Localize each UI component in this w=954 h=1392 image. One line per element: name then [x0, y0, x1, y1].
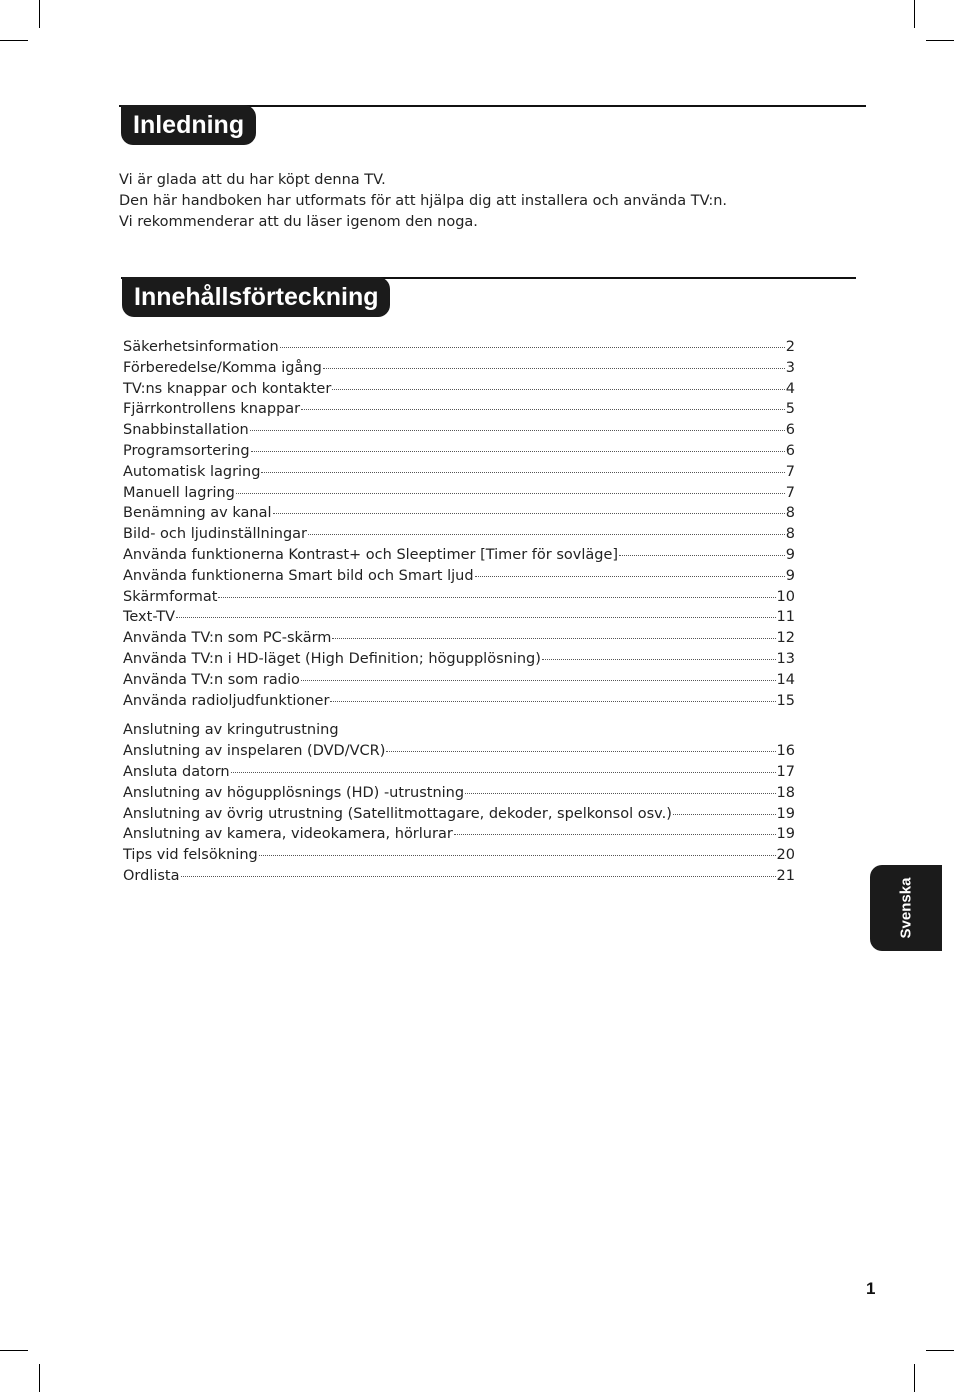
toc-entry-page: 13	[776, 650, 795, 667]
toc-leader-dots	[301, 680, 776, 681]
toc-leader-dots	[301, 409, 785, 410]
toc-leader-dots	[231, 772, 776, 773]
toc-entry-title: Använda TV:n som PC-skärm	[123, 630, 332, 647]
toc-entry-page: 9	[785, 567, 795, 584]
toc-entry	[123, 785, 795, 806]
toc-leader-dots	[250, 430, 785, 431]
toc-entry	[123, 651, 795, 672]
toc-entry-page: 6	[785, 422, 795, 439]
toc-entry-page: 3	[785, 359, 795, 376]
toc-entry-title: Anslutning av övrig utrustning (Satellitmottagare, dekoder, spelkonsol osv.)	[123, 805, 672, 822]
toc-entry	[123, 630, 795, 651]
toc-entry-title: Förberedelse/Komma igång	[123, 359, 322, 376]
toc-entry-page: 19	[776, 805, 795, 822]
toc-leader-dots	[323, 368, 785, 369]
toc-entry	[123, 422, 795, 443]
toc-leader-dots	[465, 793, 775, 794]
toc-leader-dots	[475, 576, 785, 577]
toc-entry-page: 18	[776, 784, 795, 801]
toc-entry	[123, 401, 795, 422]
toc-leader-dots	[673, 814, 776, 815]
toc-leader-dots	[259, 855, 776, 856]
intro-heading-row	[119, 105, 866, 147]
crop-mark	[39, 1364, 40, 1392]
toc-leader-dots	[386, 751, 775, 752]
toc-leader-dots	[261, 472, 784, 473]
crop-mark	[914, 1364, 915, 1392]
toc-entry-page: 7	[785, 484, 795, 501]
toc-leader-dots	[176, 617, 776, 618]
toc-entry	[123, 547, 795, 568]
toc-entry-page: 21	[776, 867, 795, 884]
toc-entry	[123, 568, 795, 589]
toc-heading-row	[121, 277, 856, 319]
language-tab-label: Svenska	[897, 877, 915, 939]
toc-entry	[123, 672, 795, 693]
toc-entry	[123, 360, 795, 381]
page-number: 1	[866, 1279, 876, 1298]
toc-leader-dots	[619, 555, 785, 556]
toc-entry-page: 15	[776, 692, 795, 709]
toc-entry	[123, 609, 795, 630]
intro-text	[119, 170, 727, 233]
toc-entry-title: Använda TV:n som radio	[123, 671, 300, 688]
toc-entry	[123, 743, 795, 764]
toc-entry	[123, 847, 795, 868]
toc-entry	[123, 485, 795, 506]
toc-leader-dots	[280, 347, 785, 348]
toc-entry	[123, 464, 795, 485]
toc-entry-title: Säkerhetsinformation	[123, 339, 279, 355]
toc-entry-page: 12	[776, 630, 795, 647]
toc-entry-page: 11	[776, 609, 795, 626]
toc-entry-title: Anslutning av inspelaren (DVD/VCR)	[123, 743, 386, 760]
toc-entry	[123, 589, 795, 610]
toc-entry	[123, 526, 795, 547]
toc-entry-title: Automatisk lagring	[123, 463, 261, 480]
toc-leader-dots	[454, 834, 776, 835]
toc-entry-title: Använda TV:n i HD-läget (High Definition; högupplösning)	[123, 650, 541, 667]
toc-entry-title: Anslutning av kamera, videokamera, hörlurar	[123, 826, 453, 843]
toc-entry-page: 5	[785, 401, 795, 418]
toc-entry-page: 6	[785, 442, 795, 459]
toc-leader-dots	[308, 534, 785, 535]
toc-entry	[123, 826, 795, 847]
intro-heading: Inledning	[121, 105, 256, 145]
toc-entry-title: Programsortering	[123, 442, 250, 459]
toc-entry-title: TV:ns knappar och kontakter	[123, 380, 332, 397]
toc-entry-page: 7	[785, 463, 795, 480]
intro-line: Vi rekommenderar att du läser igenom den noga.	[119, 214, 478, 230]
toc-entry	[123, 693, 795, 714]
table-of-contents	[123, 339, 795, 889]
intro-line: Vi är glada att du har köpt denna TV.	[119, 172, 386, 188]
toc-entry	[123, 868, 795, 889]
toc-section-gap	[123, 713, 795, 722]
toc-entry-title: Använda funktionerna Kontrast+ och Sleeptimer [Timer för sovläge]	[123, 546, 619, 563]
crop-mark	[914, 0, 915, 28]
toc-entry-title: Anslutning av högupplösnings (HD) -utrustning	[123, 784, 465, 801]
toc-entry-title: Ordlista	[123, 867, 180, 884]
crop-mark	[39, 0, 40, 28]
toc-leader-dots	[251, 451, 785, 452]
crop-mark	[926, 40, 954, 41]
toc-entry	[123, 339, 795, 360]
toc-entry-title: Manuell lagring	[123, 484, 235, 501]
crop-mark	[926, 1350, 954, 1351]
toc-leader-dots	[542, 659, 776, 660]
toc-entry-page: 4	[785, 380, 795, 397]
toc-entry-title: Ansluta datorn	[123, 763, 230, 780]
toc-entry-page: 17	[776, 763, 795, 780]
toc-leader-dots	[218, 597, 775, 598]
language-tab	[870, 865, 942, 951]
toc-entry	[123, 381, 795, 402]
toc-entry-title: Bild- och ljudinställningar	[123, 526, 308, 543]
toc-leader-dots	[236, 493, 785, 494]
toc-entry-page: 10	[776, 588, 795, 605]
toc-section-title: Anslutning av kringutrustning	[123, 722, 339, 739]
toc-leader-dots	[181, 876, 776, 877]
toc-entry	[123, 806, 795, 827]
toc-entry-page: 8	[785, 526, 795, 543]
crop-mark	[0, 1350, 28, 1351]
toc-leader-dots	[332, 389, 784, 390]
toc-entry-title: Använda radioljudfunktioner	[123, 692, 330, 709]
toc-entry-title: Benämning av kanal	[123, 505, 272, 522]
toc-entry-page: 16	[776, 743, 795, 760]
toc-entry-page: 14	[776, 671, 795, 688]
toc-entry-title: Skärmformat	[123, 588, 218, 605]
toc-entry-page: 9	[785, 546, 795, 563]
intro-line: Den här handboken har utformats för att hjälpa dig att installera och använda TV:n.	[119, 193, 728, 209]
toc-entry-page: 20	[776, 847, 795, 864]
toc-heading: Innehållsförteckning	[122, 277, 390, 317]
toc-entry-title: Använda funktionerna Smart bild och Smart ljud	[123, 567, 474, 584]
toc-leader-dots	[332, 638, 775, 639]
toc-leader-dots	[273, 513, 785, 514]
toc-entry-title: Tips vid felsökning	[123, 847, 258, 864]
crop-mark	[0, 40, 28, 41]
toc-entry	[123, 443, 795, 464]
toc-entry	[123, 505, 795, 526]
toc-entry-title: Text-TV	[123, 609, 176, 626]
toc-entry	[123, 764, 795, 785]
toc-entry-page: 19	[776, 826, 795, 843]
toc-entry-page: 8	[785, 505, 795, 522]
toc-entry-title: Fjärrkontrollens knappar	[123, 401, 301, 418]
toc-entry-page: 2	[785, 339, 795, 355]
toc-entry-title: Snabbinstallation	[123, 422, 249, 439]
toc-leader-dots	[330, 701, 775, 702]
